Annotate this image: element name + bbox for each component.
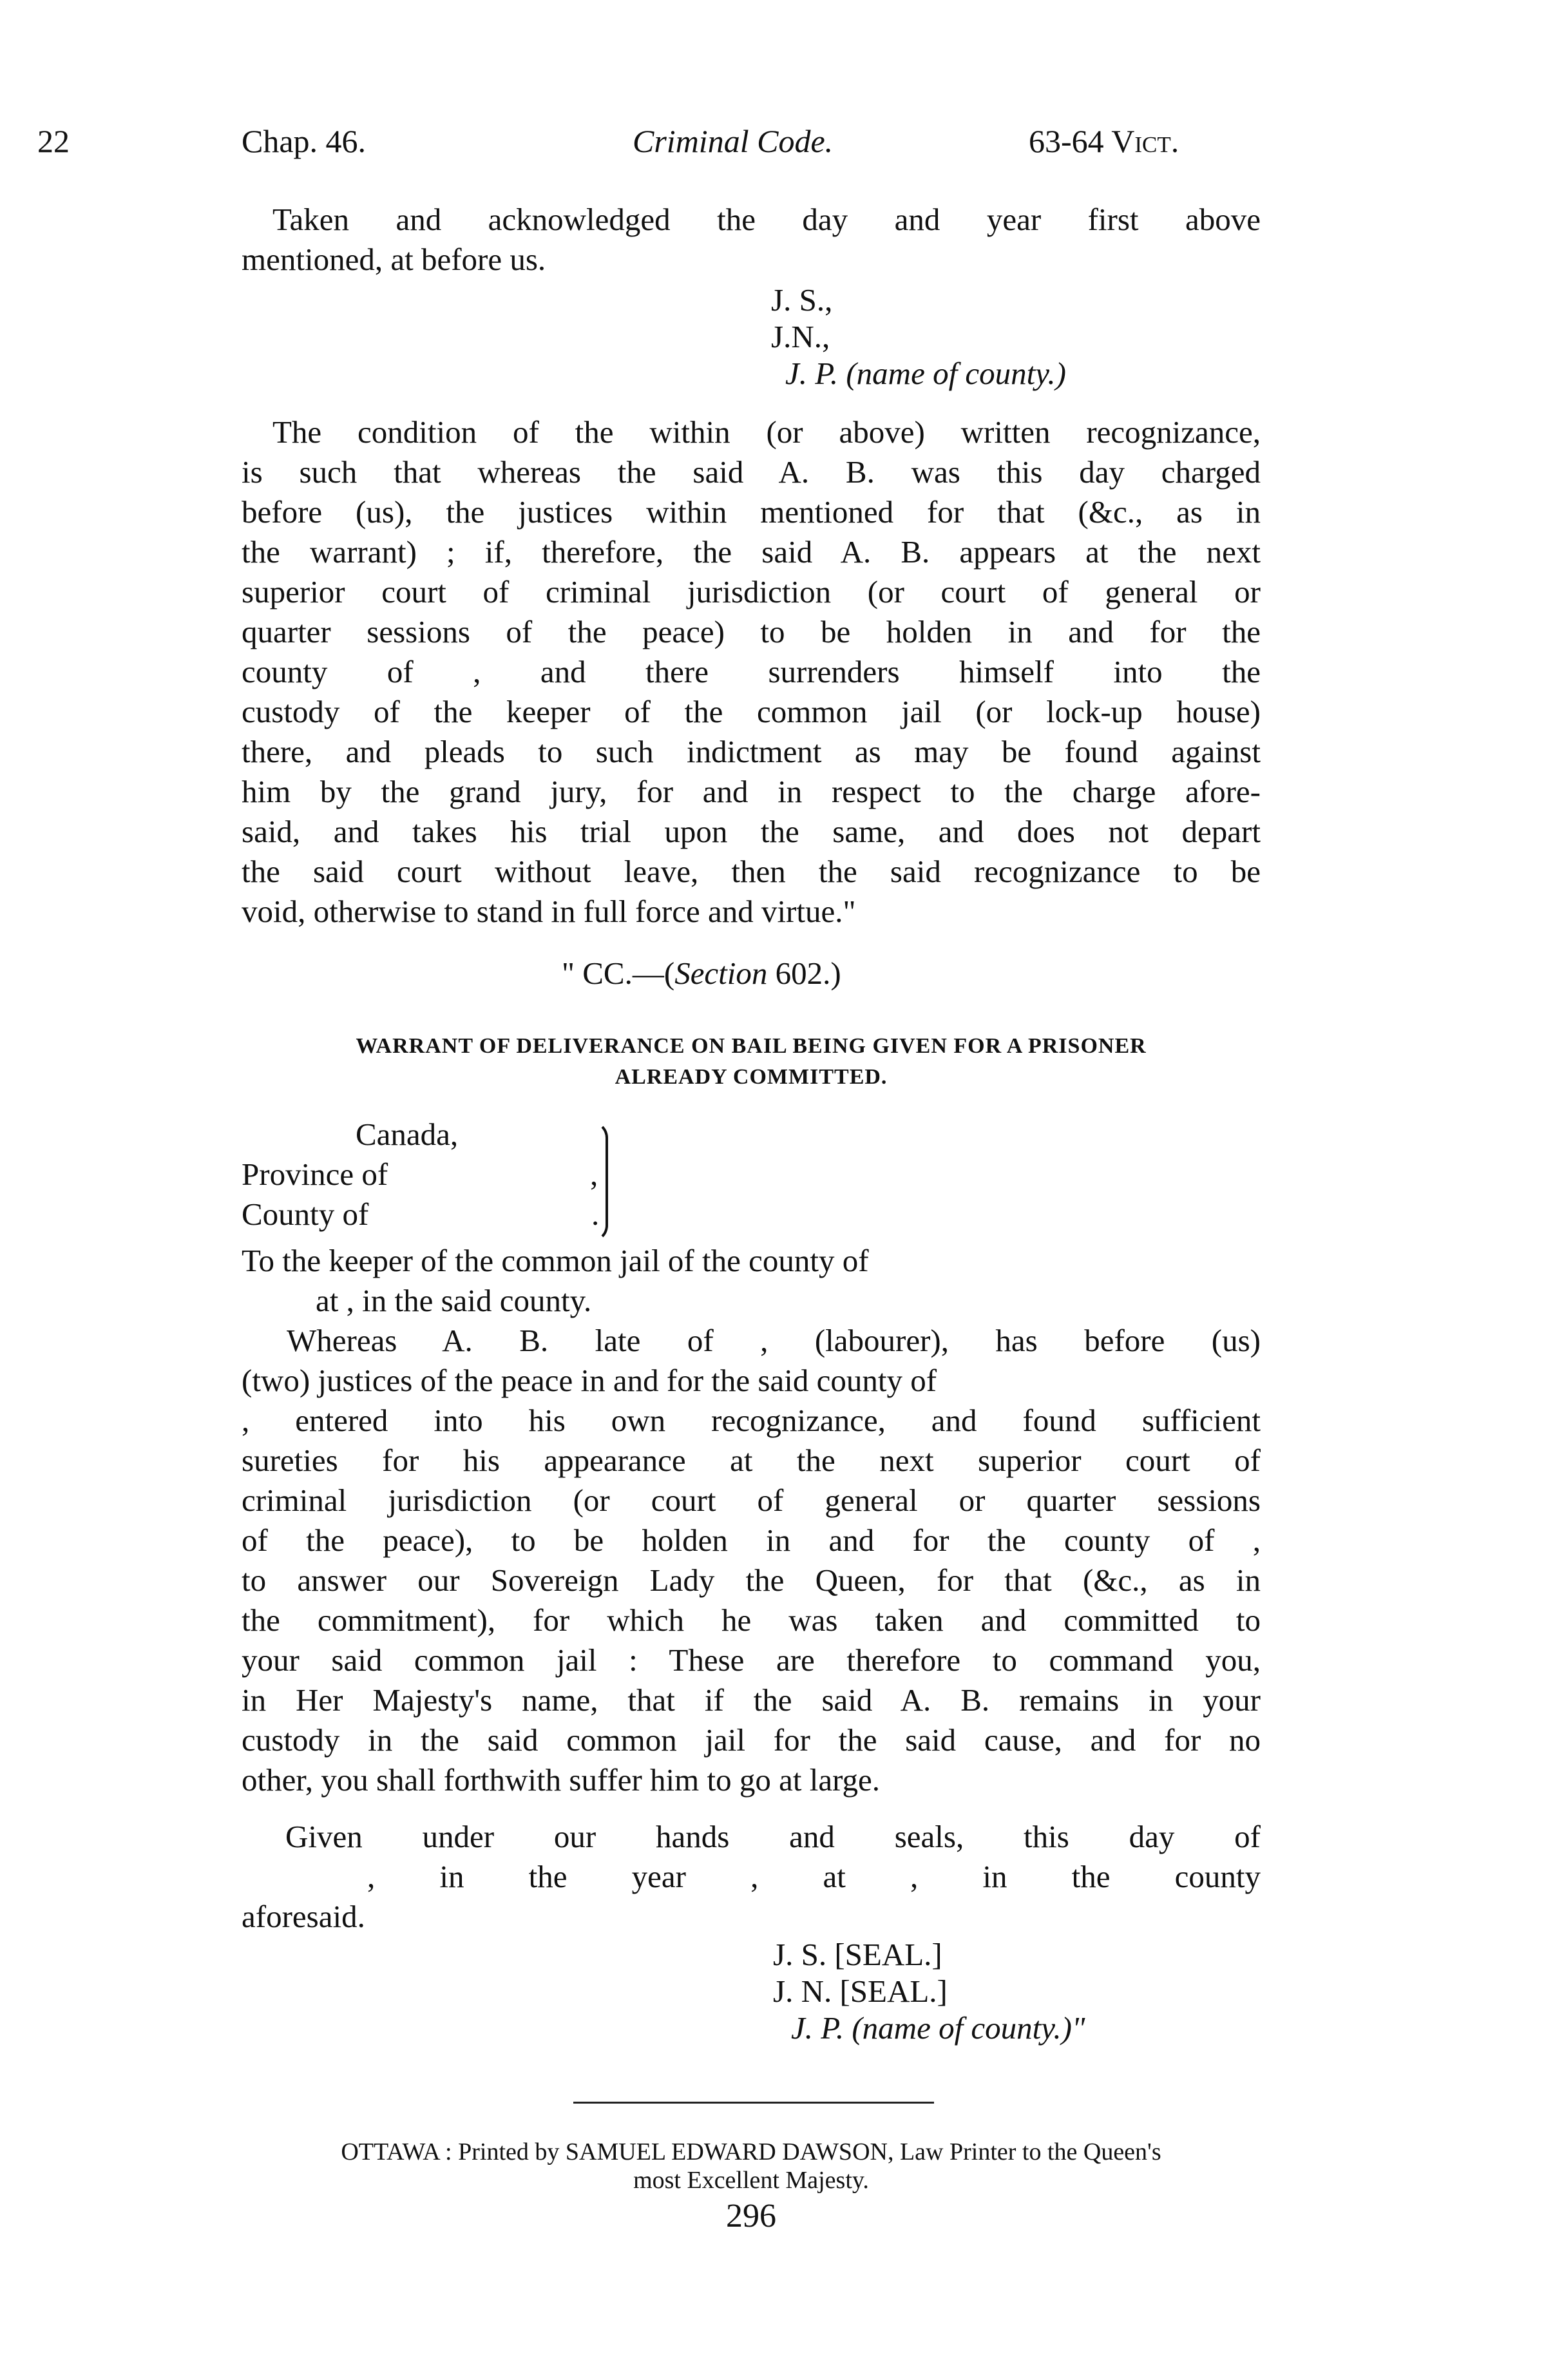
form-label-section: Section (674, 955, 768, 991)
venue-punct-period: . (591, 1196, 600, 1232)
warrant-line: Whereas A. B. late of , (labourer), has before (us) (287, 1323, 1261, 1358)
given-line: , in the year , at , in the county (367, 1859, 1261, 1894)
condition-line: superior court of criminal jurisdiction (or court of general or (242, 574, 1261, 609)
condition-line: him by the grand jury, for and in respect to the charge afore- (242, 774, 1261, 809)
warrant-line: other, you shall forthwith suffer him to go at large. (242, 1762, 881, 1798)
venue-canada: Canada, (356, 1117, 459, 1152)
signature-jn-seal: J. N. [SEAL.] (773, 1973, 948, 2009)
warrant-line: to answer our Sovereign Lady the Queen, for that (&c., as in (242, 1562, 1261, 1598)
form-heading-line: ALREADY COMMITTED. (615, 1065, 888, 1089)
given-line: Given under our hands and seals, this day of (285, 1819, 1261, 1854)
regnal-year: 63-64 Vict. (1029, 123, 1179, 159)
warrant-body (242, 1321, 1261, 1800)
form-label (562, 954, 841, 993)
page-number: 22 (37, 123, 70, 159)
running-head (0, 122, 1555, 161)
venue-province: Province of (242, 1156, 388, 1192)
form-label-number: 602.) (767, 955, 841, 991)
acknowledgement-line: mentioned, at before us. (242, 242, 546, 277)
form-heading (242, 1031, 1261, 1093)
warrant-line: sureties for his appearance at the next superior court of (242, 1443, 1261, 1478)
given-line: aforesaid. (242, 1899, 365, 1934)
signature-js: J. S., (771, 282, 833, 318)
signature-jp: J. P. (name of county.) (785, 356, 1066, 391)
running-title: Criminal Code. (633, 123, 834, 159)
warrant-line: custody in the said common jail for the said cause, and for no (242, 1722, 1261, 1758)
form-label-prefix: " CC.—( (562, 955, 675, 991)
warrant-line: (two) justices of the peace in and for the said county of (242, 1363, 937, 1398)
condition-line: void, otherwise to stand in full force and virtue." (242, 894, 856, 929)
acknowledgement-line: Taken and acknowledged the day and year first above (272, 202, 1261, 237)
printer-imprint (242, 2138, 1261, 2236)
warrant-line: , entered into his own recognizance, and found sufficient (242, 1403, 1261, 1438)
footer-rule (573, 2102, 934, 2104)
warrant-line: criminal jurisdiction (or court of general or quarter sessions (242, 1483, 1261, 1518)
condition-line: The condition of the within (or above) written recognizance, (272, 414, 1261, 450)
condition-line: quarter sessions of the peace) to be holden in and for the (242, 614, 1261, 649)
acknowledgement-paragraph (242, 200, 1261, 280)
address-line: To the keeper of the common jail of the county of (242, 1243, 869, 1278)
condition-line: the said court without leave, then the said recognizance to be (242, 854, 1261, 889)
warrant-line: of the peace), to be holden in and for the county of , (242, 1522, 1261, 1558)
given-paragraph (242, 1817, 1261, 1937)
condition-line: the warrant) ; if, therefore, the said A. B. appears at the next (242, 534, 1261, 570)
venue-county: County of (242, 1196, 369, 1232)
warrant-line: in Her Majesty's name, that if the said A. B. remains in your (242, 1682, 1261, 1718)
chapter-label: Chap. 46. (242, 123, 367, 159)
venue-brace (591, 1121, 608, 1242)
signature-jn: J.N., (771, 319, 830, 354)
imprint-line: OTTAWA : Printed by SAMUEL EDWARD DAWSON, Law Printer to the Queen's (341, 2138, 1161, 2165)
condition-line: county of , and there surrenders himself into the (242, 654, 1261, 689)
warrant-signatures (773, 1936, 1085, 2046)
venue-punct-comma: , (590, 1156, 598, 1192)
justice-signatures (771, 282, 1066, 392)
condition-line: is such that whereas the said A. B. was this day charged (242, 454, 1261, 490)
condition-line: before (us), the justices within mentioned for that (&c., as in (242, 494, 1261, 530)
condition-line: custody of the keeper of the common jail (or lock-up house) (242, 694, 1261, 729)
address-line: at , in the said county. (316, 1283, 592, 1318)
signature-js-seal: J. S. [SEAL.] (773, 1937, 942, 1972)
condition-line: there, and pleads to such indictment as may be found against (242, 734, 1261, 769)
condition-line: said, and takes his trial upon the same, and does not depart (242, 814, 1261, 849)
imprint-line: most Excellent Majesty. (633, 2167, 869, 2194)
form-heading-line: WARRANT OF DELIVERANCE ON BAIL BEING GIVEN FOR A PRISONER (356, 1034, 1147, 1058)
condition-paragraph (242, 412, 1261, 932)
warrant-line: your said common jail : These are therefore to command you, (242, 1642, 1261, 1678)
folio-number: 296 (726, 2198, 776, 2234)
signature-jp-county: J. P. (name of county.)" (791, 2010, 1085, 2046)
warrant-line: the commitment), for which he was taken and committed to (242, 1602, 1261, 1638)
